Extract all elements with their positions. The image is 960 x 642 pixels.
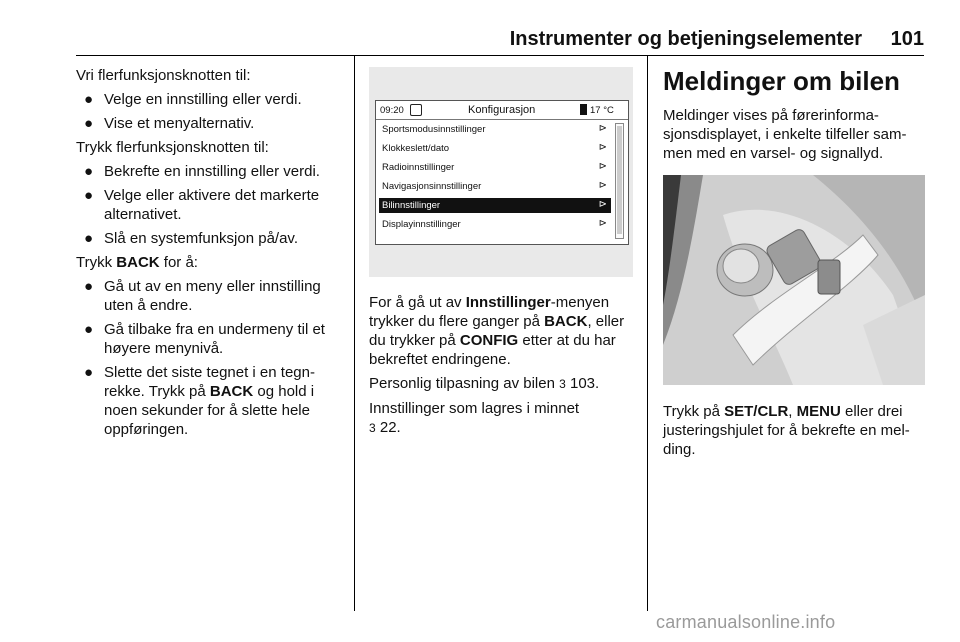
screen-menu-item-label: Radioinnstillinger bbox=[382, 162, 455, 173]
bullet-icon: ● bbox=[84, 364, 94, 381]
stalk-illustration bbox=[663, 175, 925, 385]
text: etter at du har bekreftet endringene. bbox=[369, 332, 616, 368]
list-item bbox=[76, 320, 342, 358]
scrollbar-thumb bbox=[617, 126, 622, 234]
text: for å: bbox=[159, 254, 198, 271]
stalk-control-photo bbox=[663, 175, 925, 385]
chevron-right-icon: ⊳ bbox=[598, 161, 607, 172]
page-header bbox=[76, 28, 924, 50]
bullet-icon: ● bbox=[84, 115, 94, 132]
config-screen-image bbox=[369, 67, 633, 277]
screen-menu-item[interactable] bbox=[379, 198, 611, 213]
text: Trykk på bbox=[663, 403, 725, 420]
back-keyword: BACK bbox=[209, 383, 254, 400]
column-divider-1 bbox=[354, 56, 355, 611]
paragraph-messages: Meldinger vises på førerinforma-sjonsdisplayet, i enkelte tilfeller sam-men med en varsel- og signallyd. bbox=[663, 107, 907, 162]
page-reference: 22. bbox=[375, 419, 401, 436]
chevron-right-icon: ⊳ bbox=[598, 142, 607, 153]
bullet-icon: ● bbox=[84, 163, 94, 180]
list-item-text: Gå tilbake fra en undermeny til et høyere menynivå. bbox=[104, 321, 325, 357]
chevron-right-icon: ⊳ bbox=[598, 218, 607, 229]
list-item bbox=[76, 363, 342, 439]
list-item-text: Gå ut av en meny eller innstilling uten å endre. bbox=[104, 278, 321, 314]
list-item-text: Vise et menyalternativ. bbox=[104, 115, 255, 132]
list-item-text: Velge en innstilling eller verdi. bbox=[104, 91, 302, 108]
column-3 bbox=[663, 66, 925, 168]
bullet-icon: ● bbox=[84, 230, 94, 247]
text: , eller du trykker på bbox=[369, 313, 625, 349]
chevron-right-icon: ⊳ bbox=[598, 123, 607, 134]
column-divider-2 bbox=[647, 56, 648, 611]
text: -menyen trykker du flere ganger på bbox=[369, 294, 610, 330]
screen-menu-item[interactable] bbox=[379, 217, 611, 232]
list-item-text: Slå en systemfunksjon på/av. bbox=[104, 230, 298, 247]
list-item-text: Bekrefte en innstilling eller verdi. bbox=[104, 163, 320, 180]
chevron-right-icon: ⊳ bbox=[598, 199, 607, 210]
list-item-text: og hold i noen sekunder for å slette hele oppføringen. bbox=[104, 383, 315, 438]
paragraph-rotate: Vri flerfunksjonsknotten til: bbox=[76, 67, 251, 84]
text: Trykk bbox=[76, 254, 117, 271]
watermark: carmanualsonline.info bbox=[656, 612, 836, 632]
page-reference: 103. bbox=[565, 375, 600, 392]
list-item bbox=[76, 277, 342, 315]
screen-menu-item-label: Bilinnstillinger bbox=[382, 200, 441, 211]
rotate-list bbox=[76, 90, 342, 133]
display-screen bbox=[375, 100, 629, 245]
screen-menu-item[interactable] bbox=[379, 160, 611, 175]
paragraph-personalisation bbox=[369, 374, 635, 394]
chevron-right-icon: ⊳ bbox=[598, 180, 607, 191]
list-item bbox=[76, 229, 342, 248]
text: , bbox=[788, 403, 797, 420]
text: Innstillinger som lagres i minnet bbox=[369, 400, 580, 417]
text: Personlig tilpasning av bilen bbox=[369, 375, 560, 392]
screen-time: 09:20 bbox=[380, 105, 404, 116]
list-item-text: Slette det siste tegnet i en tegn-rekke. Trykk på bbox=[104, 364, 315, 400]
paragraph-memory bbox=[369, 399, 635, 438]
config-keyword: CONFIG bbox=[459, 332, 519, 349]
screen-temperature: 17 °C bbox=[590, 105, 614, 116]
screen-title: Konfigurasjon bbox=[468, 104, 536, 116]
screen-menu-item-label: Displayinnstillinger bbox=[382, 219, 461, 230]
press-list bbox=[76, 162, 342, 248]
paragraph-confirm-message bbox=[663, 402, 925, 459]
screen-status-bar bbox=[376, 101, 628, 120]
clock-icon bbox=[410, 104, 422, 116]
paragraph-exit-settings bbox=[369, 293, 635, 369]
column-2 bbox=[369, 293, 635, 443]
text: eller drei justeringshjulet for å bekrefte en mel-ding. bbox=[663, 403, 910, 458]
list-item bbox=[76, 90, 342, 109]
menu-keyword: MENU bbox=[796, 403, 841, 420]
list-item-text: Velge eller aktivere det markerte alternativet. bbox=[104, 187, 320, 223]
reference-arrow-icon: 3 bbox=[369, 421, 376, 435]
setclr-keyword: SET/CLR bbox=[724, 403, 789, 420]
page-number: 101 bbox=[890, 28, 924, 50]
bullet-icon: ● bbox=[84, 278, 94, 295]
screen-menu-item-label: Sportsmodusinnstillinger bbox=[382, 124, 486, 135]
text: For å gå ut av bbox=[369, 294, 466, 311]
header-rule bbox=[76, 55, 924, 56]
list-item bbox=[76, 162, 342, 181]
screen-menu-item[interactable] bbox=[379, 122, 611, 137]
paragraph-press: Trykk flerfunksjonsknotten til: bbox=[76, 139, 269, 156]
back-keyword: BACK bbox=[116, 254, 160, 271]
thermometer-icon bbox=[580, 104, 587, 115]
list-item bbox=[76, 114, 342, 133]
column-1 bbox=[76, 66, 342, 444]
bullet-icon: ● bbox=[84, 91, 94, 108]
section-heading: Meldinger om bilen bbox=[663, 66, 900, 96]
bullet-icon: ● bbox=[84, 187, 94, 204]
back-keyword: BACK bbox=[544, 313, 588, 330]
settings-keyword: Innstillinger bbox=[465, 294, 551, 311]
screen-menu-item[interactable] bbox=[379, 141, 611, 156]
screen-menu-item-label: Navigasjonsinnstillinger bbox=[382, 181, 482, 192]
bullet-icon: ● bbox=[84, 321, 94, 338]
screen-menu-item[interactable] bbox=[379, 179, 611, 194]
paragraph-back bbox=[76, 253, 342, 272]
reference-arrow-icon: 3 bbox=[559, 377, 566, 391]
list-item bbox=[76, 186, 342, 224]
screen-menu-item-label: Klokkeslett/dato bbox=[382, 143, 450, 154]
header-title: Instrumenter og betjeningselementer bbox=[509, 28, 862, 50]
screen-scrollbar bbox=[615, 123, 624, 239]
